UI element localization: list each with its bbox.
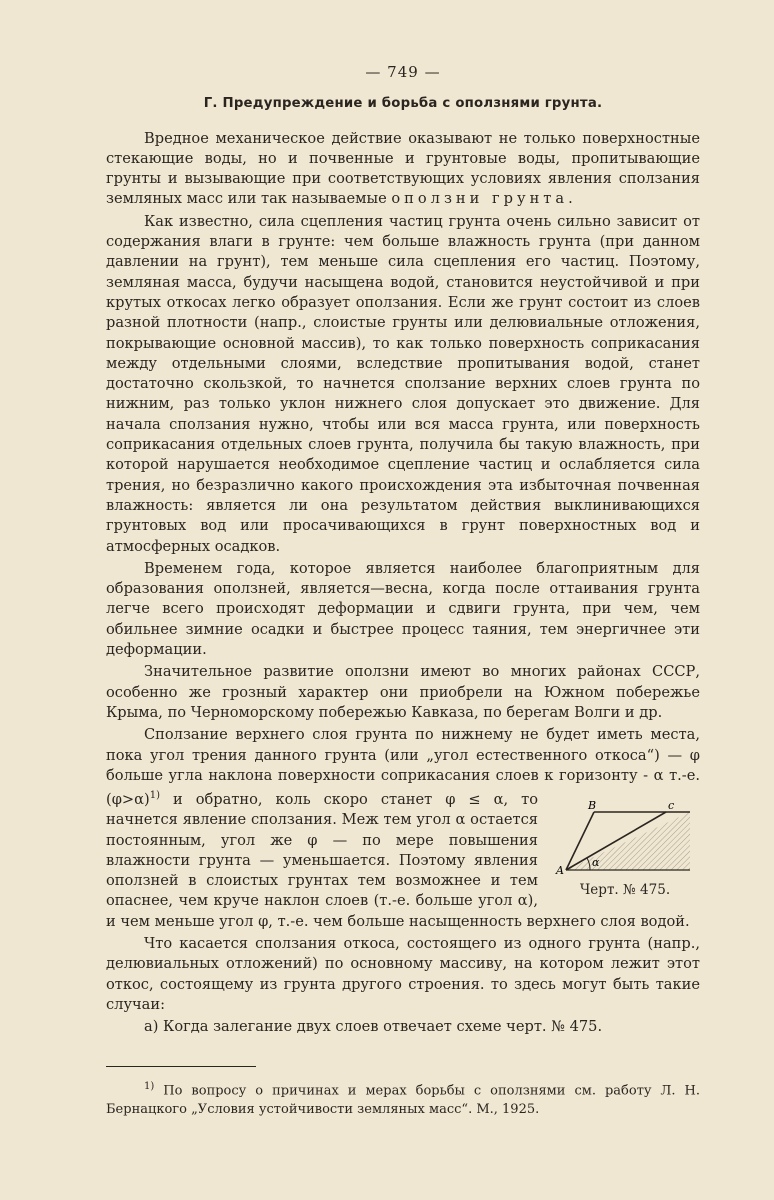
paragraph-5 — [106, 725, 700, 932]
paragraph-2: Как известно, сила сцепления частиц грунта очень сильно зависит от содержания влаги в грунте: чем больше влажность грунта (при данном давлении на грунт), тем меньше сила сцепления его частиц. Поэтому, земляная масса, будучи насыщена водой, становится неустойчивой и при крутых откосах легко образует оползания. Если же грунт состоит из слоев разной плотности (напр., слоистые грунты или делювиальные отложения, покрывающие основной массив), то как только поверхность соприкасания между отдельными слоями, вследствие пропитывания водой, станет достаточно скользкой, то начнется сползание верхних слоев грунта по нижним, раз только уклон нижнего слоя допускает это движение. Для начала сползания нужно, чтобы или вся масса грунта, или поверхность соприкасания отдельных слоев грунта, получила бы такую влажность, при которой нарушается необходимое сцепление частиц и ослабляется сила трения, но безразлично какого происхождения эта избыточная почвенная влажность: является ли она результатом действия выклинивающихся грунтовых вод или просачивающихся в грунт поверхностных вод и атмосферных осадков. — [106, 212, 700, 555]
footnote-divider — [106, 1066, 256, 1067]
paragraph-1 — [106, 129, 700, 210]
footnote-ref: 1) — [149, 790, 160, 802]
paragraph-4: Значительное развитие оползни имеют во многих районах СССР, особенно же грозный характер они приобрели на Южном побережье Крыма, по Черноморскому побережью Кавказа, по берегам Волги и др. — [106, 663, 700, 721]
slope-diagram — [554, 800, 694, 880]
section-title: Г. Предупреждение и борьба с оползнями грунта. — [203, 96, 603, 112]
page-number: — 749 — — [365, 63, 441, 81]
paragraph-6: Что касается сползания откоса, состоящего из одного грунта (напр., делювиальных отложений) по основному массиву, на котором лежит этот откос, состоящему из грунта другого строения. то здесь могут быть такие случаи: — [106, 935, 700, 1013]
label-c: c — [668, 800, 675, 813]
footnote-mark: 1) — [144, 1080, 155, 1092]
paragraph-3: Временем года, которое является наиболее благоприятным для образования оползней, является—весна, когда после оттаивания грунта легче всего происходят деформации и сдвиги грунта, при чем, чем обильнее зимние осадки и быстрее процесс таяния, тем энергичнее эти деформации. — [106, 559, 700, 659]
figure-475 — [550, 800, 700, 900]
figure-caption: Черт. № 475. — [579, 882, 671, 899]
label-a: A — [556, 864, 564, 878]
paragraph-5-text: Сползание верхнего слоя грунта по нижнему не будет иметь места, пока угол трения данного грунта (или „угол естественного откоса“) — φ больше угла наклона поверхности соприкасания слоев к горизонту - α т.-е. (φ>α) — [106, 726, 700, 808]
footnote-text: По вопросу о причинах и мерах борьбы с оползнями см. работу Л. Н. Бернацкого „Условия устойчивости земляных масс“. М., 1925. — [106, 1082, 700, 1117]
document-page — [106, 62, 700, 1121]
footnote — [106, 1077, 700, 1119]
lower-layer-hatching — [566, 812, 690, 870]
paragraph-1-text: Вредное механическое действие оказывают не только поверхностные стекающие воды, но и почвенные и грунтовые воды, пропитывающие грунты и вызывающие при соответствующих условиях явления сползания земляных масс или так называемые — [106, 129, 700, 208]
label-b: B — [588, 800, 597, 813]
list-item-a: а) Когда залегание двух слоев отвечает схеме черт. № 475. — [144, 1018, 603, 1036]
label-alpha: α — [592, 856, 600, 870]
paragraph-5-rest: и обратно, коль скоро станет φ ≤ α, то начнется явление сползания. Меж тем угол α остается постоянным, угол же φ — по мере повышения влажности грунта — уменьшается. Поэтому явления оползней в слоистых грунтах тем возможнее и тем опаснее, чем круче наклон слоев (т.-е. больше угол α), и чем меньше угол φ, т.-е. чем больше насыщенность верхнего слоя водой. — [106, 790, 690, 930]
spaced-term: оползни грунта. — [391, 190, 577, 208]
